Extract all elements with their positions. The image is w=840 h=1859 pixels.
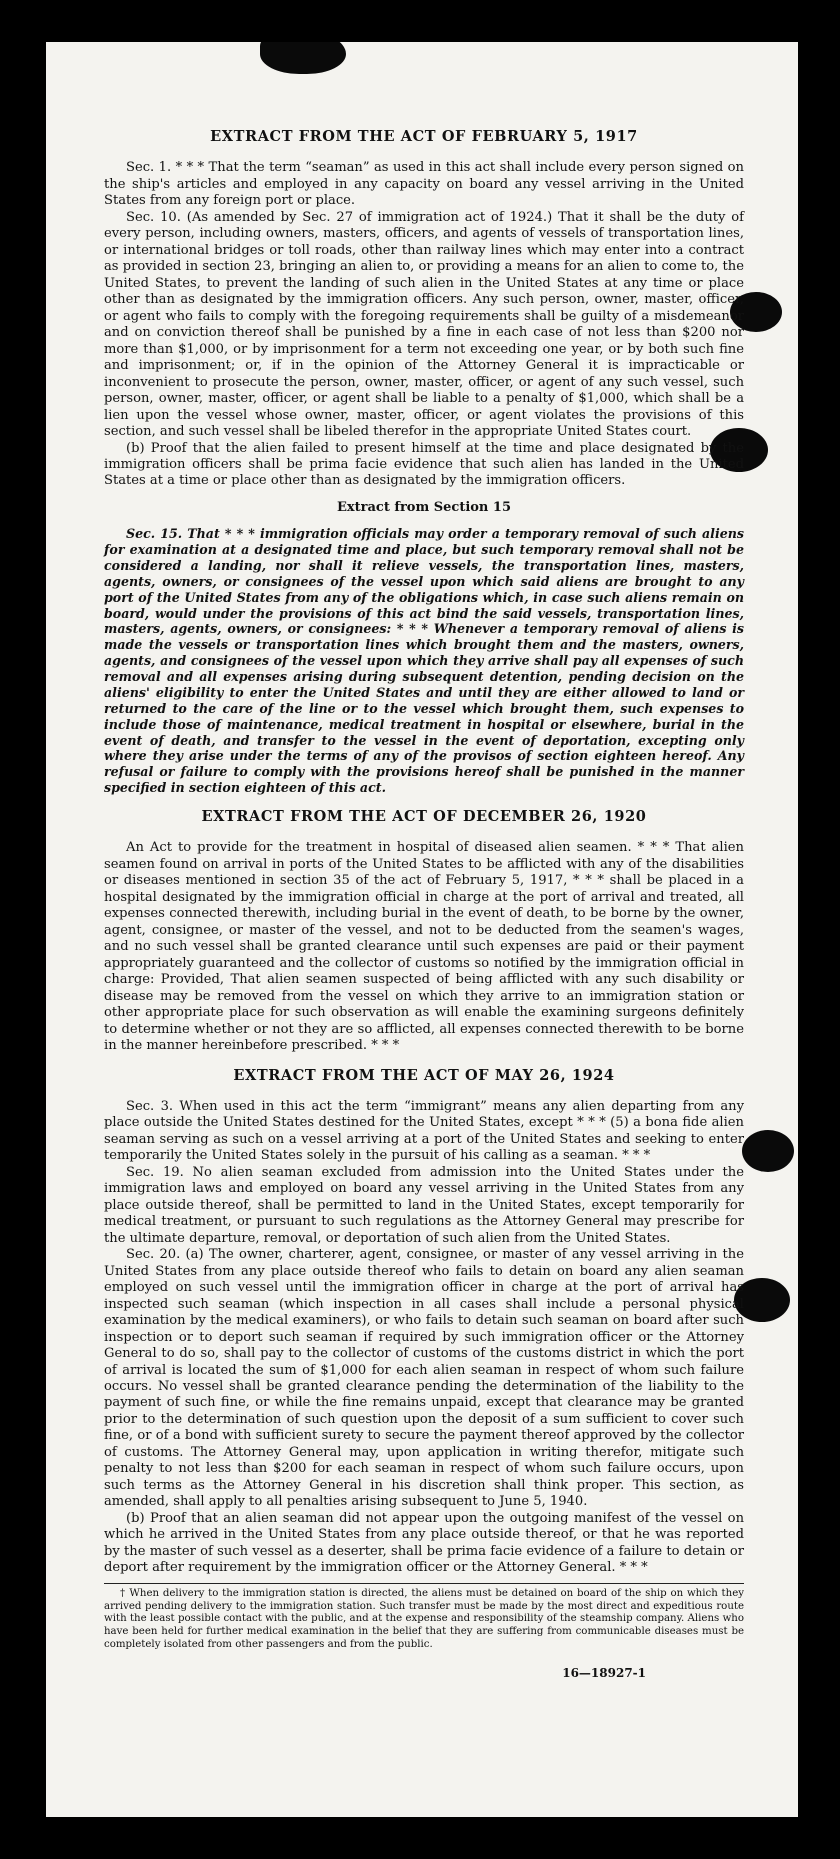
heading-act-1917: EXTRACT FROM THE ACT OF FEBRUARY 5, 1917 xyxy=(210,128,638,145)
paragraph-1917-sec10: Sec. 10. (As amended by Sec. 27 of immigration act of 1924.) That it shall be the duty of every person, including owners, masters, officers, and agents of vessels of transportation lines, or international bridges or toll roads, other than railway lines which may enter into a contract as provided in section 23, bringing an alien to, or providing a means for an alien to come to, the United States, to prevent the landing of such alien in the United States at any time or place other than as designated by the immigration officers. Any such person, owner, master, officer, or agent who fails to comply with the foregoing requirements shall be guilty of a misdemeanor and on conviction thereof shall be punished by a fine in each case of not less than $200 nor more than $1,000, or by imprisonment for a term not exceeding one year, or by both such fine and imprisonment; or, if in the opinion of the Attorney General it is impracticable or inconvenient to prosecute the person, owner, master, officer, or agent of any such vessel, such person, owner, master, officer, or agent shall be liable to a penalty of $1,000, which shall be a lien upon the vessel whose owner, master, officer, or agent violates the provisions of this section, and such vessel shall be libeled therefor in the appropriate United States court. xyxy=(104,209,744,440)
form-code: 16—18927-1 xyxy=(562,1665,646,1680)
paragraph-1924-sec19: Sec. 19. No alien seaman excluded from admission into the United States under the immigration laws and employed on board any vessel arriving in the United States from any place outside thereof, shall be permitted to land in the United States, except temporarily for medical treatment, or pursuant to such regulations as the Attorney General may prescribe for the ultimate departure, removal, or deportation of such alien from the United States. xyxy=(104,1164,744,1246)
paragraph-1924-sec20a: Sec. 20. (a) The owner, charterer, agent, consignee, or master of any vessel arriving in the United States from any place outside thereof who fails to detain on board any alien seaman employed on such vessel until the immigration officer in charge at the port of arrival has inspected such seaman (which inspection in all cases shall include a personal physical examination by the medical examiners), or who fails to detain such seaman on board after such inspection or to deport such seaman if required by such immigration officer or the Attorney General to do so, shall pay to the collector of customs of the customs district in which the port of arrival is located the sum of $1,000 for each alien seaman in respect of whom such failure occurs. No vessel shall be granted clearance pending the determination of the liability to the payment of such fine, or while the fine remains unpaid, except that clearance may be granted prior to the determination of such question upon the deposit of a sum sufficient to cover such fine, or of a bond with sufficient surety to secure the payment thereof approved by the collector of customs. The Attorney General may, upon application in writing therefor, mitigate such penalty to not less than $200 for each seaman in respect of whom such failure occurs, upon such terms as the Attorney General in his discretion shall think proper. This section, as amended, shall apply to all penalties arising subsequent to June 5, 1940. xyxy=(104,1247,744,1510)
paragraph-1924-sec3: Sec. 3. When used in this act the term “immigrant” means any alien departing from any place outside the United States destined for the United States, except * * * (5) a bona fide alien seaman serving as such on a vessel arriving at a port of the United States and seeking to enter temporarily the United States solely in the pursuit of his calling as a seaman. * * * xyxy=(104,1098,744,1164)
heading-section-15: Extract from Section 15 xyxy=(336,499,512,515)
ink-blot xyxy=(260,42,346,74)
document-body xyxy=(104,128,744,1681)
heading-act-1920: EXTRACT FROM THE ACT OF DECEMBER 26, 1920 xyxy=(201,807,647,825)
ink-blot xyxy=(742,1130,794,1172)
paragraph-1920: An Act to provide for the treatment in hospital of diseased alien seamen. * * * That alien seamen found on arrival in ports of the United States to be afflicted with any of the disabilities or diseases mentioned in section 35 of the act of February 5, 1917, * * * shall be placed in a hospital designated by the immigration official in charge at the port of arrival and treated, all expenses connected therewith, including burial in the event of death, to be borne by the owner, agent, consignee, or master of the vessel, and not to be deducted from the seamen's wages, and no such vessel shall be granted clearance until such expenses are paid or their payment appropriately guaranteed and the collector of customs so notified by the immigration official in charge: Provided, That alien seamen suspected of being afflicted with any such disability or disease may be removed from the vessel on which they arrive to an immigration station or other appropriate place for such observation as will enable the examining surgeons definitely to determine whether or not they are so afflicted, all expenses connected therewith to be borne in the manner hereinbefore prescribed. * * * xyxy=(104,840,744,1054)
paragraph-1917-b: (b) Proof that the alien failed to present himself at the time and place designated by the immigration officers shall be prima facie evidence that such alien has landed in the United States at a time or place other than as designated by the immigration officers. xyxy=(104,440,744,489)
footnote xyxy=(104,1583,744,1652)
document-page xyxy=(46,42,798,1817)
footnote-text: † When delivery to the immigration station is directed, the aliens must be detained on board of the ship on which they arrived pending delivery to the immigration station. Such transfer must be made by the most direct and expeditious route with the least possible contact with the public, and at the expense and responsibility of the steamship company. Aliens who have been held for further medical examination in the belief that they are suffering from communicable diseases must be completely isolated from other passengers and from the public. xyxy=(104,1587,744,1650)
paragraph-1917-sec1: Sec. 1. * * * That the term “seaman” as used in this act shall include every person signed on the ship's articles and employed in any capacity on board any vessel arriving in the United States from any foreign port or place. xyxy=(104,160,744,209)
heading-act-1924: EXTRACT FROM THE ACT OF MAY 26, 1924 xyxy=(233,1066,615,1084)
paragraph-1924-sec20b: (b) Proof that an alien seaman did not appear upon the outgoing manifest of the vessel on which he arrived in the United States from any place outside thereof, or that he was reported by the master of such vessel as a deserter, shall be prima facie evidence of a failure to detain or deport after requirement by the immigration officer or the Attorney General. * * * xyxy=(104,1510,744,1576)
paragraph-sec15: Sec. 15. That * * * immigration officials may order a temporary removal of such aliens for examination at a designated time and place, but such temporary removal shall not be considered a landing, nor shall it relieve vessels, the transportation lines, masters, agents, owners, or consignees of the vessel upon which said aliens are brought to any port of the United States from any of the obligations which, in case such aliens remain on board, would under the provisions of this act bind the said vessels, transportation lines, masters, agents, owners, or consignees: * * * Whenever a temporary removal of aliens is made the vessels or transportation lines which brought them and the masters, owners, agents, and consignees of the vessel upon which they arrive shall pay all expenses of such removal and all expenses arising during subsequent detention, pending decision on the aliens' eligibility to enter the United States and until they are either allowed to land or returned to the care of the line or to the vessel which brought them, such expenses to include those of maintenance, medical treatment in hospital or elsewhere, burial in the event of death, and transfer to the vessel in the event of deportation, excepting only where they arise under the terms of any of the provisos of section eighteen hereof. Any refusal or failure to comply with the provisions hereof shall be punished in the manner specified in section eighteen of this act. xyxy=(104,526,744,796)
